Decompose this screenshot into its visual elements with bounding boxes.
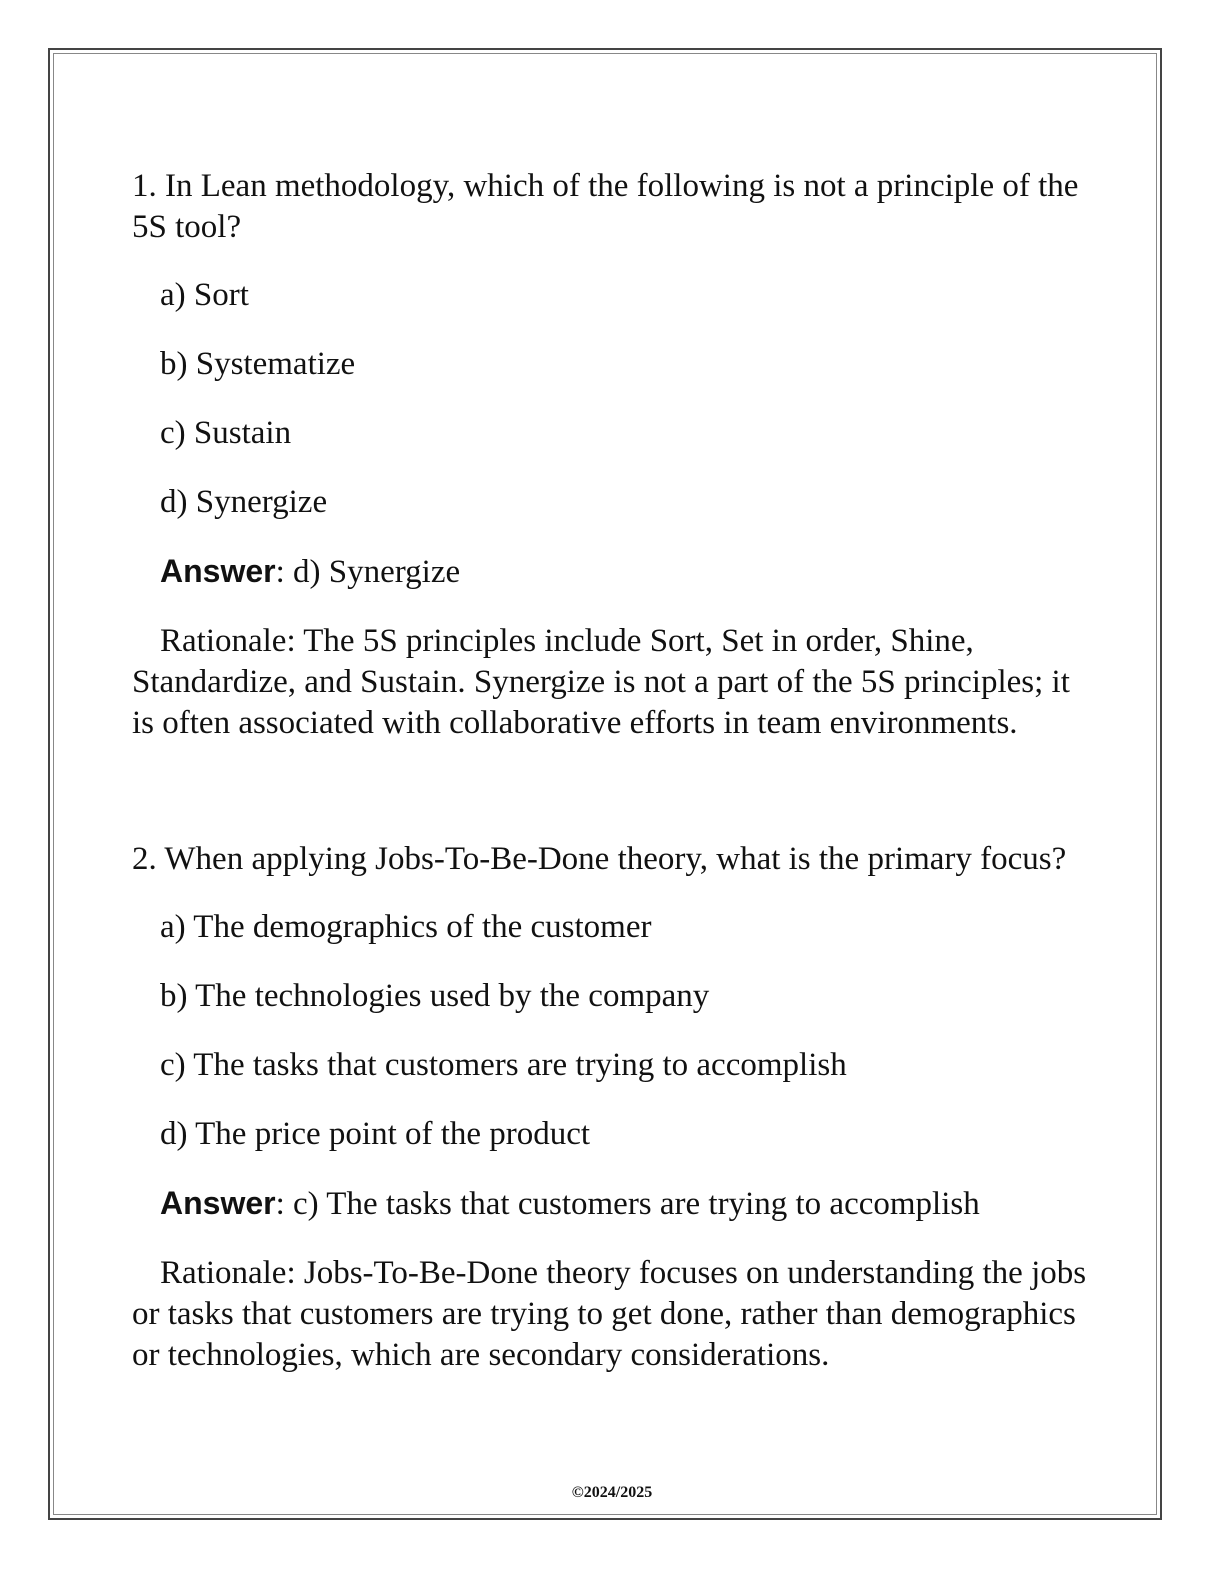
answer-line — [160, 1183, 1092, 1225]
answer-value: : d) Synergize — [275, 554, 461, 590]
option-a: a) Sort — [160, 277, 249, 313]
question-text: 1. In Lean methodology, which of the following is not a principle of the 5S tool? — [132, 168, 1079, 245]
answer-line — [160, 551, 1092, 593]
option-b: b) Systematize — [160, 346, 356, 382]
copyright-footer: ©2024/2025 — [571, 1484, 653, 1501]
question-text: 2. When applying Jobs-To-Be-Done theory, what is the primary focus? — [132, 841, 1067, 877]
question-2 — [132, 839, 1092, 1376]
option-d: d) Synergize — [160, 484, 328, 520]
option-d: d) The price point of the product — [160, 1116, 591, 1152]
rationale: Rationale: The 5S principles include Sort, Set in order, Shine, Standardize, and Sustain. Synergize is not a part of the 5S principles; it is often associated with collaborative efforts in team environments. — [132, 623, 1070, 741]
answer-label: Answer — [160, 1185, 276, 1221]
document-body — [132, 166, 1092, 1376]
question-1 — [132, 166, 1092, 744]
option-c: c) The tasks that customers are trying to accomplish — [160, 1047, 847, 1083]
rationale: Rationale: Jobs-To-Be-Done theory focuses on understanding the jobs or tasks that customers are trying to get done, rather than demographics or technologies, which are secondary considerations. — [132, 1255, 1087, 1373]
answer-label: Answer — [160, 553, 276, 589]
answer-value: : c) The tasks that customers are trying to accomplish — [275, 1186, 980, 1222]
question-spacer — [132, 744, 1092, 839]
option-a: a) The demographics of the customer — [160, 909, 652, 945]
option-c: c) Sustain — [160, 415, 292, 451]
option-b: b) The technologies used by the company — [160, 978, 710, 1014]
